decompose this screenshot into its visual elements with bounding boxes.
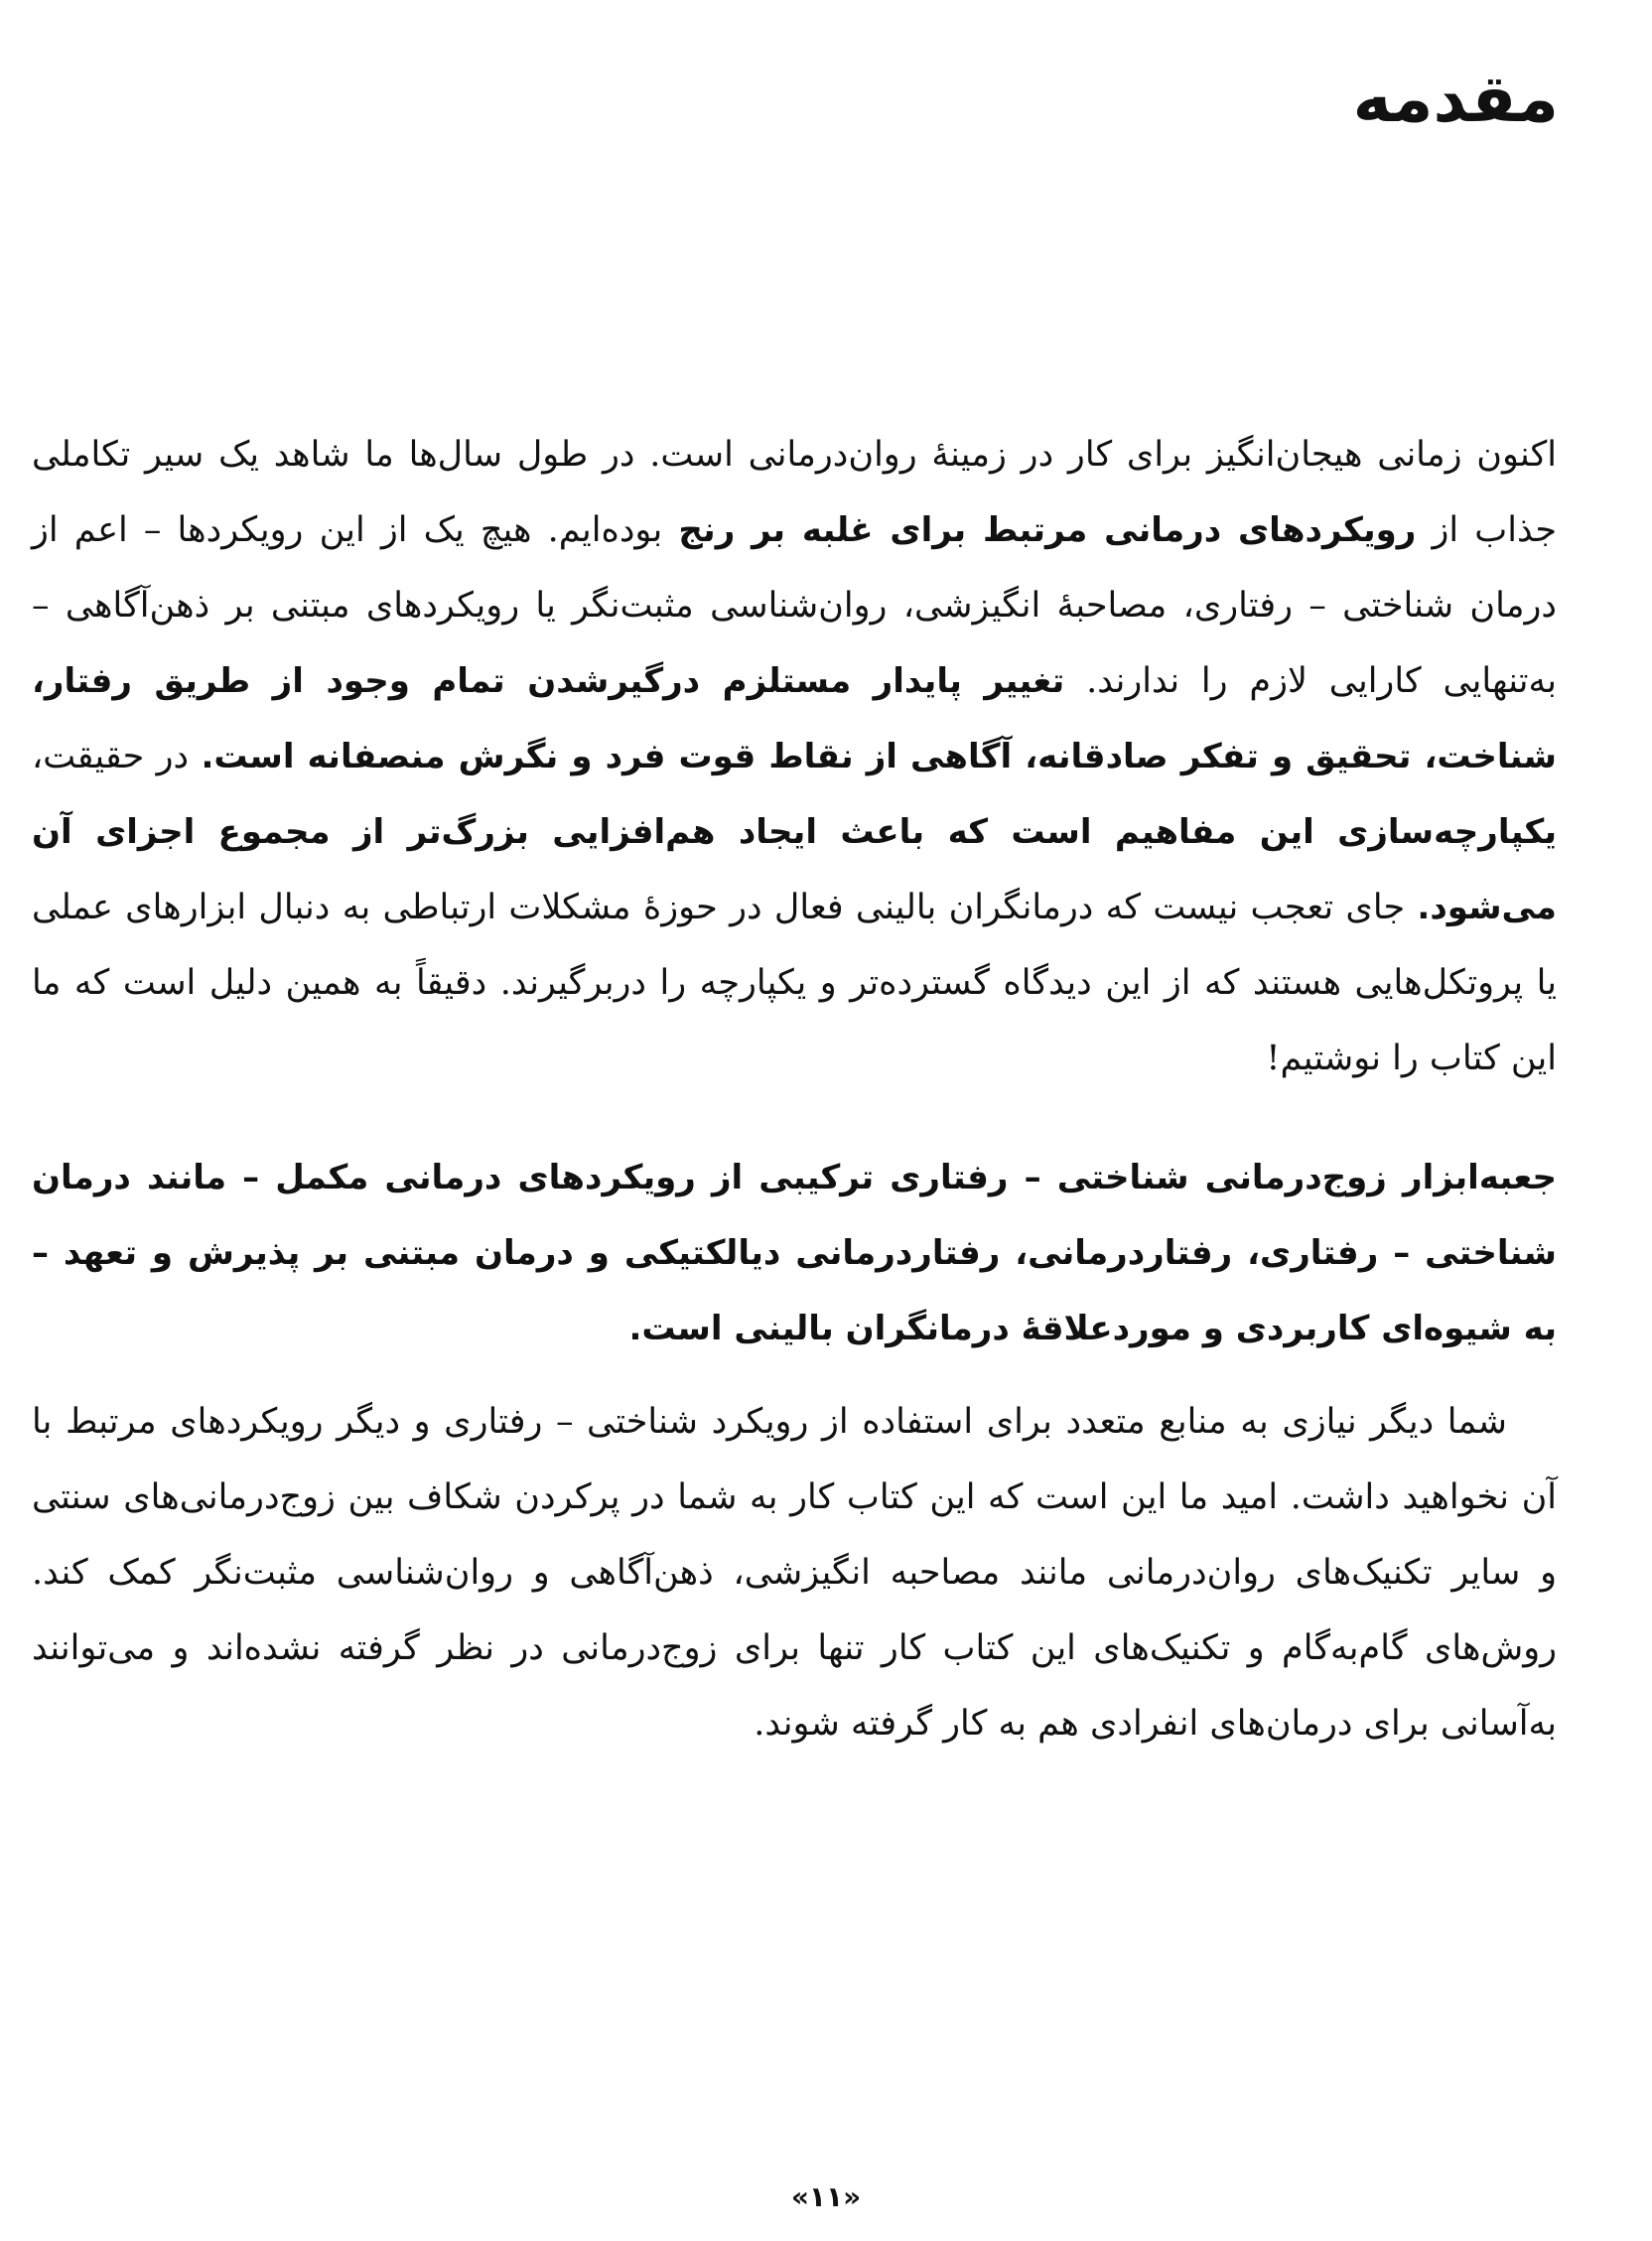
intro-bold-1: رویکردهای درمانی مرتبط برای غلبه بر رنج xyxy=(678,510,1417,550)
intro-text-4: جای تعجب نیست که درمانگران بالینی فعال در حوزهٔ مشکلات ارتباطی به دنبال ابزارهای عملی یا پروتکل‌هایی هستند که از این دیدگاه گسترده‌تر و یکپارچه را دربرگیرند. دقیقاً به همین دلیل است که ما این کتاب را نوشتیم! xyxy=(32,888,1557,1078)
intro-bold-2: تغییر پایدار مستلزم درگیرشدن تمام وجود از طریق رفتار، شناخت، تحقیق و تفکر صادقانه، آگاهی از نقاط قوت فرد و نگرش منصفانه است. xyxy=(32,661,1557,776)
closing-paragraph: شما دیگر نیازی به منابع متعدد برای استفاده از رویکرد شناختی – رفتاری و دیگر رویکردهای مرتبط با آن نخواهید داشت. امید ما این است که این کتاب کار به شما در پرکردن شکاف بین زوج‌درمانی‌های سنتی و سایر تکنیک‌های روان‌درمانی مانند مصاحبه انگیزشی، ذهن‌آگاهی و روان‌شناسی مثبت‌نگر کمک کند. روش‌های گام‌به‌گام و تکنیک‌های این کتاب کار تنها برای زوج‌درمانی در نظر گرفته نشده‌اند و می‌توانند به‌آسانی برای درمان‌های انفرادی هم به کار گرفته شوند. xyxy=(32,1402,1557,1744)
page-title: مقدمه xyxy=(1352,61,1559,137)
intro-text-2: بوده‌ایم. هیچ یک از این رویکردها – اعم از درمان شناختی – رفتاری، مصاحبهٔ انگیزشی، روان‌شناسی مثبت‌نگر یا رویکردهای مبتنی بر ذهن‌آگاهی – به‌تنهایی کارایی لازم را ندارند. xyxy=(32,510,1557,701)
body-text xyxy=(32,417,1557,1761)
highlight-paragraph: جعبه‌ابزار زوج‌درمانی شناختی – رفتاری ترکیبی از رویکردهای درمانی مکمل – مانند درمان شناختی – رفتاری، رفتاردرمانی، رفتاردرمانی دیالکتیکی و درمان مبتنی بر پذیرش و تعهد – به شیوه‌ای کاربردی و موردعلاقهٔ درمانگران بالینی است. xyxy=(32,1158,1557,1348)
intro-text-3: در حقیقت، xyxy=(32,737,202,776)
intro-paragraph xyxy=(32,417,1557,1096)
intro-text-1: اکنون زمانی هیجان‌انگیز برای کار در زمینهٔ روان‌درمانی است. در طول سال‌ها ما شاهد یک سیر تکاملی جذاب از xyxy=(32,435,1557,550)
intro-bold-3: یکپارچه‌سازی این مفاهیم است که باعث ایجاد هم‌افزایی بزرگ‌تر از مجموع اجزای آن می‌شود. xyxy=(32,812,1557,927)
page-number: «۱۱» xyxy=(790,2180,862,2213)
